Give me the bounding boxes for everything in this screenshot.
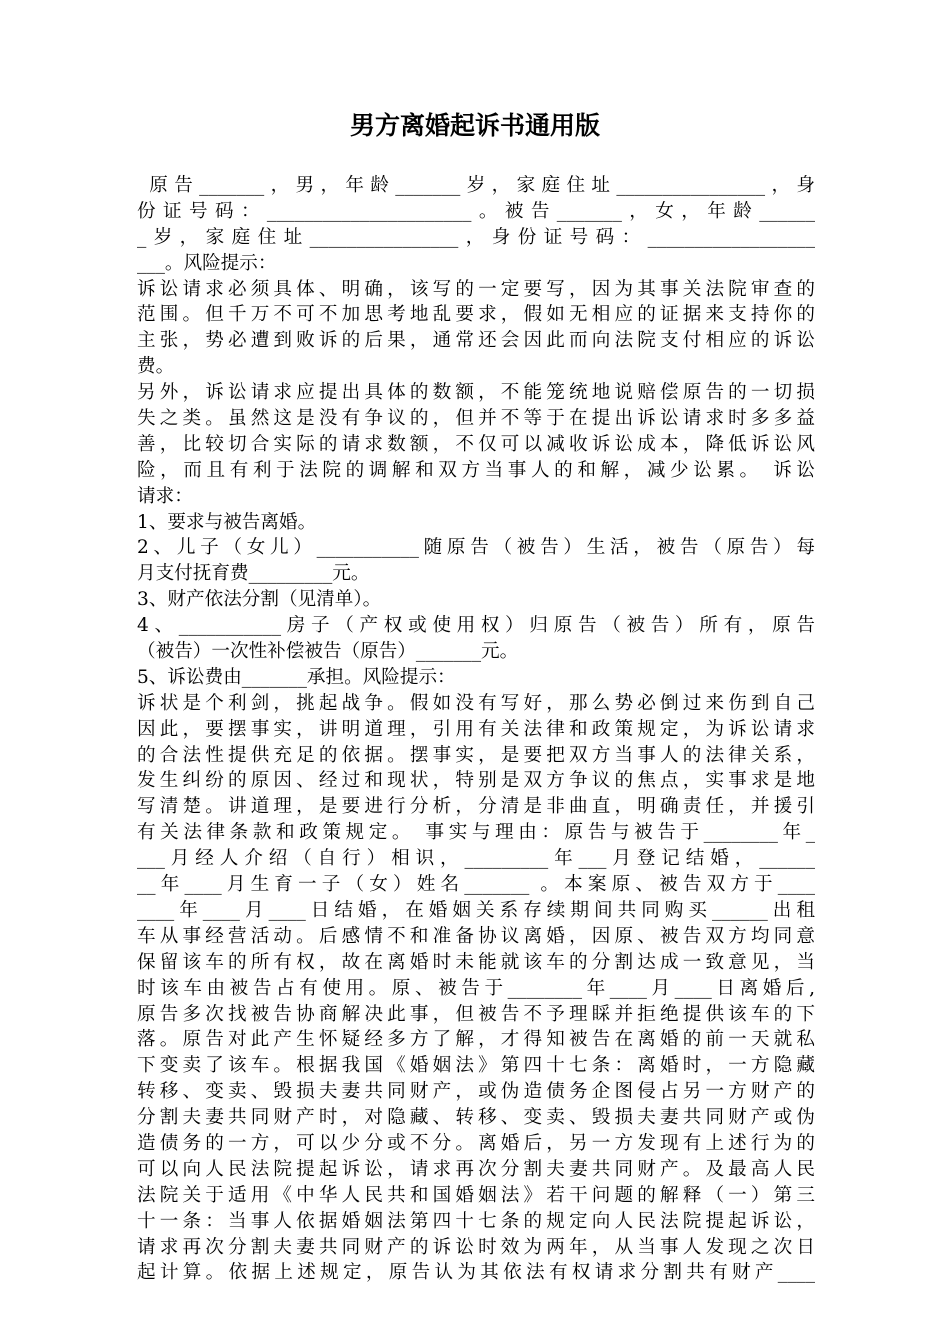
body-line: 原告_______，男，年龄_______岁，家庭住址________________，身 bbox=[137, 175, 815, 196]
body-line: 善，比较切合实际的请求数额，不仅可以减收诉讼成本，降低诉讼风 bbox=[137, 433, 815, 455]
body-line: 费。 bbox=[137, 356, 175, 378]
body-line: 3、财产依法分割（见清单）。 bbox=[137, 589, 382, 611]
body-line: ___。风险提示： bbox=[137, 252, 277, 274]
body-line: 因此，要摆事实，讲明道理，引用有关法律和政策规定，为诉讼请求 bbox=[137, 718, 815, 740]
body-line: 份证号码：______________________。被告_______，女，年龄______ bbox=[137, 200, 815, 222]
body-line: 请求再次分割夫妻共同财产的诉讼时效为两年，从当事人发现之次日 bbox=[137, 1236, 815, 1258]
body-line: 转移、变卖、毁损夫妻共同财产，或伪造债务企图侵占另一方财产的 bbox=[137, 1081, 815, 1103]
body-line: 落。原告对此产生怀疑经多方了解，才得知被告在离婚的前一天就私 bbox=[137, 1029, 815, 1051]
body-line: 下变卖了该车。根据我国《婚姻法》第四十七条：离婚时，一方隐藏 bbox=[137, 1055, 815, 1077]
body-line: 十一条：当事人依据婚姻法第四十七条的规定向人民法院提起诉讼， bbox=[137, 1210, 815, 1232]
body-line: 分割夫妻共同财产时，对隐藏、转移、变卖、毁损夫妻共同财产或伪 bbox=[137, 1107, 815, 1129]
body-line: 写清楚。讲道理，是要进行分析，分清是非曲直，明确责任，并援引 bbox=[137, 796, 815, 818]
body-line: 主张，势必遭到败诉的后果，通常还会因此而向法院支付相应的诉讼 bbox=[137, 330, 815, 352]
body-line: 保留该车的所有权，故在离婚时未能就该车的分割达成一致意见，当 bbox=[137, 951, 815, 973]
body-line: 5、诉讼费由_______承担。风险提示： bbox=[137, 666, 456, 688]
body-line: （被告）一次性补偿被告（原告）_______元。 bbox=[137, 641, 519, 663]
body-line: 请求： bbox=[137, 485, 193, 507]
body-line: _岁，家庭住址________________，身份证号码：__________________ bbox=[137, 226, 815, 248]
body-line: 1、要求与被告离婚。 bbox=[137, 511, 317, 533]
body-line: 诉状是个利剑，挑起战争。假如没有写好，那么势必倒过来伤到自己 bbox=[137, 692, 815, 714]
body-line: 发生纠纷的原因、经过和现状，特别是双方争议的焦点，实事求是地 bbox=[137, 770, 815, 792]
body-line: 2、儿子（女儿）___________随原告（被告）生活，被告（原告）每 bbox=[137, 537, 815, 559]
body-line: 时该车由被告占有使用。原、被告于________年____月____日离婚后, bbox=[137, 977, 815, 999]
body-line: 另外，诉讼请求应提出具体的数额，不能笼统地说赔偿原告的一切损 bbox=[137, 382, 815, 404]
body-line: 月支付抚育费_________元。 bbox=[137, 563, 370, 585]
body-line: 范围。但千万不可不加思考地乱要求，假如无相应的证据来支持你的 bbox=[137, 304, 815, 326]
body-line: 险，而且有利于法院的调解和双方当事人的和解，减少讼累。 诉讼 bbox=[137, 459, 815, 481]
body-line: 失之类。虽然这是没有争议的，但并不等于在提出诉讼请求时多多益 bbox=[137, 408, 815, 430]
body-line: __年____月生育一子（女）姓名_______ 。本案原、被告双方于____ bbox=[137, 874, 815, 896]
body-line: 原告多次找被告协商解决此事，但被告不予理睬并拒绝提供该车的下 bbox=[137, 1003, 815, 1025]
body-line: ____年____月____日结婚，在婚姻关系存续期间共同购买______出租 bbox=[137, 899, 815, 921]
body-line: 造债务的一方，可以少分或不分。离婚后，另一方发现有上述行为的 bbox=[137, 1132, 815, 1154]
document-body bbox=[137, 173, 815, 1286]
body-line: ___月经人介绍（自行）相识，_________年___月登记结婚，______ bbox=[137, 848, 815, 870]
body-line: 4、___________房子（产权或使用权）归原告（被告）所有，原告 bbox=[137, 615, 815, 637]
body-line: 可以向人民法院提起诉讼，请求再次分割夫妻共同财产。及最高人民 bbox=[137, 1158, 815, 1180]
body-line: 起计算。依据上述规定，原告认为其依法有权请求分割共有财产____ bbox=[137, 1262, 815, 1284]
body-line: 法院关于适用《中华人民共和国婚姻法》若干问题的解释（一）第三 bbox=[137, 1184, 815, 1206]
body-line: 的合法性提供充足的依据。摆事实，是要把双方当事人的法律关系， bbox=[137, 744, 815, 766]
document-title: 男方离婚起诉书通用版 bbox=[349, 111, 600, 140]
body-line: 有关法律条款和政策规定。 事实与理由：原告与被告于________年_ bbox=[137, 822, 815, 844]
body-line: 车从事经营活动。后感情不和准备协议离婚，因原、被告双方均同意 bbox=[137, 925, 815, 947]
body-line: 诉讼请求必须具体、明确，该写的一定要写，因为其事关法院审查的 bbox=[137, 278, 815, 300]
